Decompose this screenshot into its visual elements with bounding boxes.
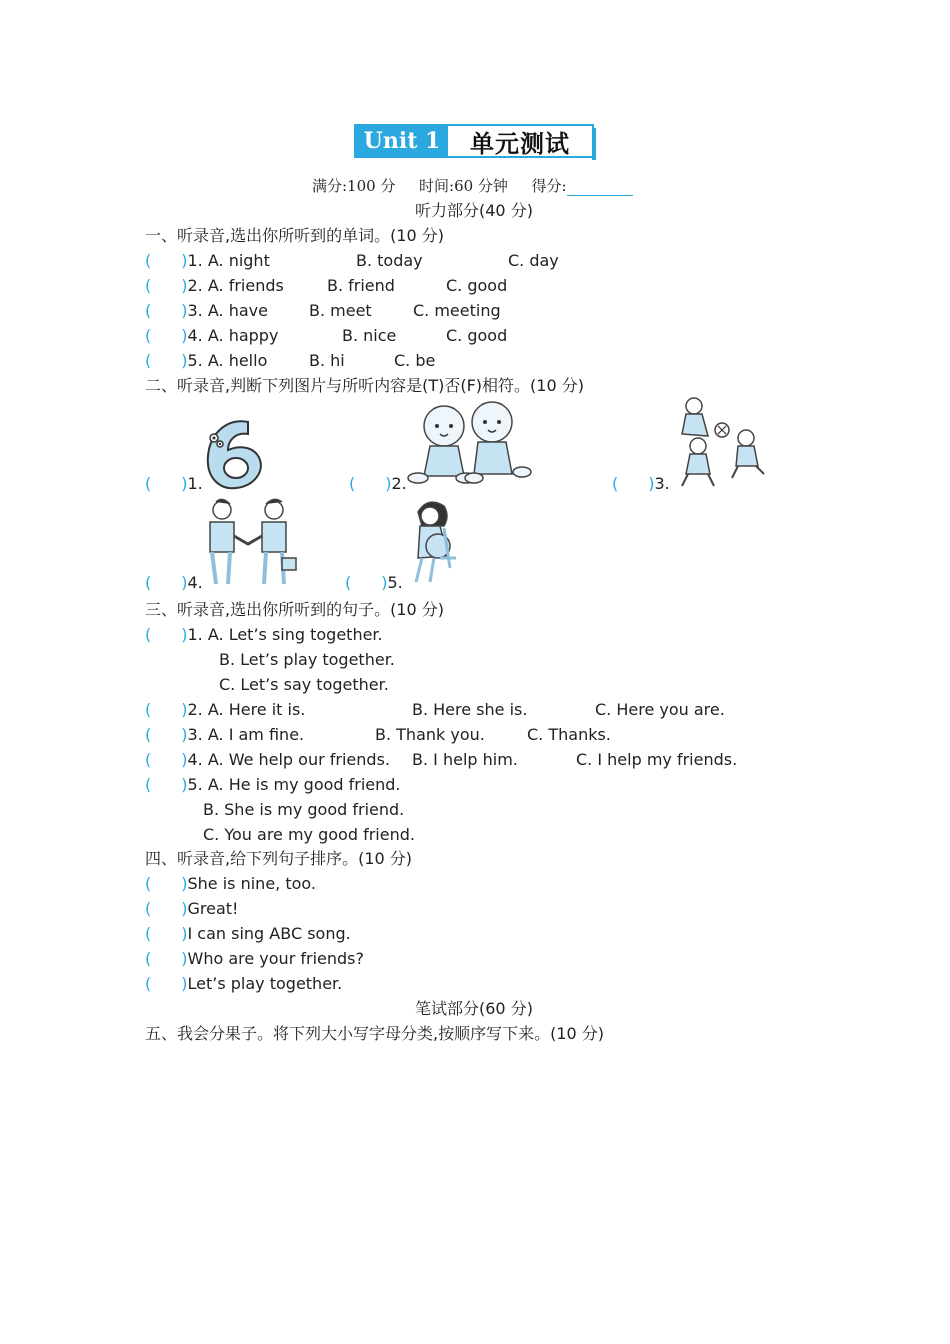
option-c: C. meeting [413, 301, 501, 320]
option-c: C. day [508, 251, 559, 270]
section1-q4: ( )4. A. happy [145, 326, 279, 345]
option-b: B. today [356, 251, 423, 270]
unit-title-banner [354, 124, 594, 158]
option-b: B. nice [342, 326, 397, 345]
section1-q5: ( )5. A. hello [145, 351, 268, 370]
section2-title: 二、听录音,判断下列图片与所听内容是(T)否(F)相符。(10 分) [145, 376, 584, 395]
option-b: B. hi [309, 351, 345, 370]
score-blank[interactable] [567, 179, 633, 196]
section1-q3: ( )3. A. have [145, 301, 268, 320]
section4-title: 四、听录音,给下列句子排序。(10 分) [145, 849, 413, 868]
handshake-illustration [202, 496, 298, 588]
score-label: 得分: [531, 177, 567, 195]
section2-q4: ( )4. [145, 573, 203, 592]
section3-q4: ( )4. A. We help our friends. [145, 750, 390, 769]
section5-title: 五、我会分果子。将下列大小写字母分类,按顺序写下来。(10 分) [145, 1024, 605, 1043]
page-title: 单元测试 [470, 128, 570, 158]
section2-q3: ( )3. [612, 474, 670, 493]
section2-q5: ( )5. [345, 573, 403, 592]
section3-q1: ( )1. A. Let’s sing together. [145, 625, 383, 644]
number-six-illustration [198, 414, 270, 492]
option-c: C. Here you are. [595, 700, 725, 719]
option-b: B. She is my good friend. [203, 800, 405, 819]
option-b: B. Here she is. [412, 700, 528, 719]
section2-q1: ( )1. [145, 474, 203, 493]
listening-part-heading: 听力部分(40 分) [415, 201, 533, 220]
section3-q3: ( )3. A. I am fine. [145, 725, 305, 744]
option-b: B. meet [309, 301, 372, 320]
time-limit: 时间:60 分钟 [419, 177, 508, 195]
section1-q1: ( )1. A. night [145, 251, 270, 270]
option-b: B. Let’s play together. [219, 650, 395, 669]
section2-q2: ( )2. [349, 474, 407, 493]
section4-item: ( )Let’s play together. [145, 974, 343, 993]
section4-item: ( )Who are your friends? [145, 949, 364, 968]
section3-title: 三、听录音,选出你所听到的句子。(10 分) [145, 600, 445, 619]
section1-q2: ( )2. A. friends [145, 276, 284, 295]
option-c: C. be [394, 351, 436, 370]
option-c: C. good [446, 276, 508, 295]
pregnant-woman-illustration [404, 496, 460, 588]
option-c: C. good [446, 326, 508, 345]
section3-q2: ( )2. A. Here it is. [145, 700, 306, 719]
option-b: B. I help him. [412, 750, 518, 769]
title-shadow [592, 128, 596, 160]
option-b: B. Thank you. [375, 725, 485, 744]
section4-item: ( )Great! [145, 899, 239, 918]
option-c: C. I help my friends. [576, 750, 738, 769]
exam-info [312, 176, 633, 196]
section4-item: ( )I can sing ABC song. [145, 924, 351, 943]
writing-part-heading: 笔试部分(60 分) [415, 999, 533, 1018]
section1-title: 一、听录音,选出你所听到的单词。(10 分) [145, 226, 445, 245]
full-score: 满分:100 分 [312, 177, 396, 195]
section3-q5: ( )5. A. He is my good friend. [145, 775, 401, 794]
unit-label: Unit 1 [356, 126, 448, 156]
option-c: C. You are my good friend. [203, 825, 415, 844]
two-babies-illustration [404, 398, 532, 486]
section4-item: ( )She is nine, too. [145, 874, 316, 893]
boys-football-illustration [668, 394, 772, 490]
option-b: B. friend [327, 276, 395, 295]
option-c: C. Thanks. [527, 725, 611, 744]
option-c: C. Let’s say together. [219, 675, 389, 694]
